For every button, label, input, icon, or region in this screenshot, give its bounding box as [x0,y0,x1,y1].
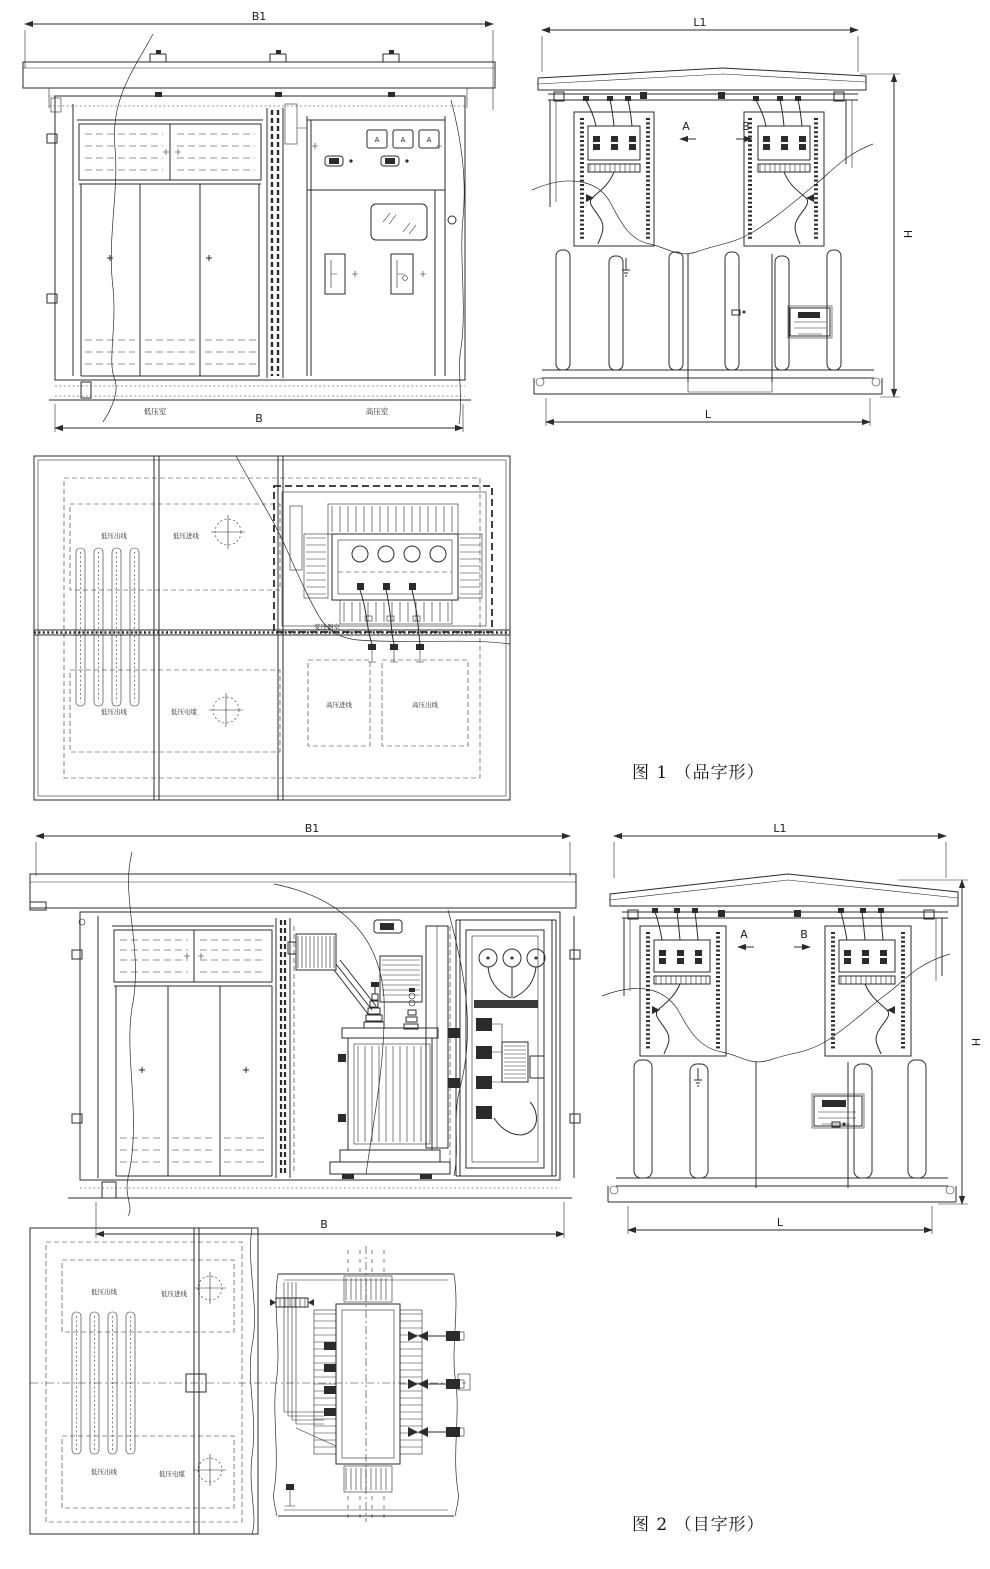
base [534,370,882,394]
dim-label-b1: B1 [251,10,267,23]
vent-hole [448,216,456,224]
fig2-front-view [24,818,584,1231]
break-line [250,1228,254,1534]
hv-bushing [364,982,384,1028]
lv-cable-bundle [270,1282,336,1506]
hv-room-panel [307,116,456,376]
nameplate [788,306,832,338]
legs [634,1060,926,1178]
dim-label-b: B [320,1218,328,1231]
dim-label-b: B [255,412,263,425]
hv-bushing-left [574,96,654,246]
louver-block [380,956,422,1002]
hv-bushing-right [825,908,911,1056]
roof [610,874,958,919]
ammeter-glyph: A [400,136,406,144]
section-b-label: B [800,928,808,941]
cable-trench [76,548,139,706]
busbar [474,1000,538,1008]
base-rail [49,380,471,400]
ammeter-row [367,130,439,148]
section-a-label: A [682,120,690,133]
lv-room-doors [77,120,263,376]
enclosure-outline [34,456,510,800]
lv-incoming-top-label: 低压进线 [173,532,199,540]
legs [556,250,841,370]
bushing-terminals [408,1331,464,1437]
lock-handles [325,156,409,166]
break-lines [127,852,468,1216]
section-arrows [738,928,810,947]
dim-width-bottom [628,1206,932,1234]
lv-zone-top [62,1260,234,1332]
dim-label-l: L [704,408,712,421]
ammeter-glyph: A [426,136,432,144]
hv-incoming-label: 高压进线 [326,701,352,709]
rear-door [688,254,772,382]
break-line [236,456,510,644]
dim-width-bottom [55,404,463,432]
rear-door [756,1062,848,1188]
lv-room-doors [112,926,274,1176]
transformer [330,1028,450,1179]
hv-room-label: 高压室 [365,407,389,416]
base [608,1178,956,1202]
transformer-room [274,486,492,662]
base-rail [68,1180,572,1198]
lv-zone-top [70,504,280,590]
roof [23,50,495,97]
lv-incoming-top-label: 低压进线 [161,1290,187,1298]
recessed-handles [325,254,426,294]
lv-zone-bottom [70,670,280,752]
dim-width-top [25,10,493,110]
fig1-side-view [528,12,938,437]
fig1-plan-view [28,448,518,808]
hv-cabinet [448,920,556,1176]
dim-width-bottom [546,398,870,426]
hv-bushing-right [744,96,824,246]
transformer-plan [304,504,482,624]
section-arrows [680,120,752,139]
dim-label-h: H [969,1037,982,1047]
fig1-caption: 图 1 （品字形） [632,763,765,783]
walls [550,100,846,207]
dim-label-l1: L1 [773,822,787,835]
hv-zone-bottom [308,660,468,746]
dim-height [860,74,914,397]
dim-width-top [36,822,570,876]
dim-width-top [614,822,946,878]
lv-outgoing-bottom-label: 低压出线 [101,708,127,716]
transformer-room-label: 变压器室 [314,623,340,631]
lv-room-label: 低压室 [143,407,167,416]
hv-bushing-left [640,908,726,1056]
dim-label-l1: L1 [693,16,707,29]
fig2-caption: 图 2 （目字形） [632,1515,765,1535]
center-partition [276,918,290,1178]
center-partition [267,104,307,378]
transformer-room [288,920,450,1179]
section-b-label: B [742,120,750,133]
lv-bushing [404,988,418,1029]
lv-outgoing-bottom-label: 低压出线 [91,1468,117,1476]
lv-outgoing-top-label: 低压出线 [101,532,127,540]
fig2-plan-view [26,1216,471,1546]
lv-outgoing-top-label: 低压出线 [91,1288,117,1296]
gauges [479,949,545,998]
dim-label-b1: B1 [304,822,320,835]
cabinet-body [47,88,467,380]
nameplate [812,1094,864,1128]
busbar-duct [288,934,336,970]
lv-cable-bottom-label: 低压电缆 [171,708,197,716]
lv-cable-bottom-label: 低压电缆 [159,1470,185,1478]
dim-label-l: L [776,1216,784,1229]
transformer-block [270,1246,470,1522]
ammeter-glyph: A [374,136,380,144]
inspection-window [371,204,427,240]
fig1-front-view [15,8,505,438]
ground-symbol [694,1068,702,1086]
transformer-plan [314,1250,422,1518]
section-a-label: A [740,928,748,941]
dim-width-top [542,16,858,72]
hv-outgoing-label: 高压出线 [412,701,438,709]
dim-label-h: H [901,229,914,239]
right-stile [560,916,580,1178]
lv-zone-bottom [62,1436,234,1508]
fig2-side-view [598,816,983,1229]
